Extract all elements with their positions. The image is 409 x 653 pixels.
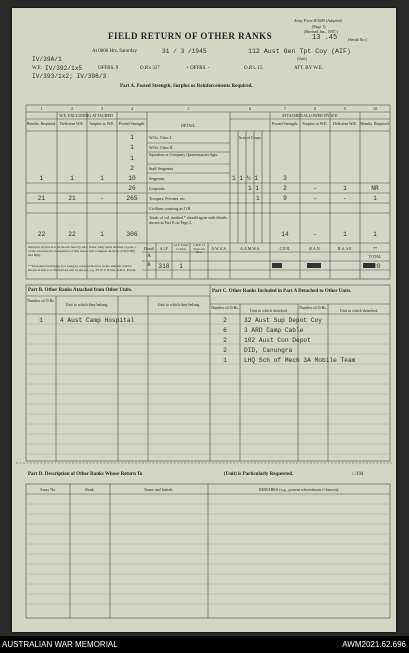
row-detail-wo2: W.Os. Class II.: [149, 145, 174, 150]
hdr-deficient: Deficient W.E.: [60, 121, 84, 126]
part-d-title-2: (Unit) is Particularly Requested.: [224, 472, 294, 477]
officers-attached: + OFFRS. -: [186, 66, 210, 71]
part-c-row5-unit: LHQ Sch of Mech 3A Mobile Team: [244, 357, 356, 364]
return-date: 31 / 3 /1945: [162, 48, 207, 55]
analysis-hdr-raaf: R.A.A.F.: [337, 246, 353, 251]
part-c-col-number: Number of O.Rs.: [211, 305, 239, 310]
archive-reference: AWM2021.62.696: [342, 640, 406, 649]
row-detail-cqms: Squadron or Company Quartermaster Sgts.: [149, 152, 218, 157]
analysis-hdr-total: TOTAL: [368, 254, 382, 259]
analysis-hdr-civil: CIVIL: [279, 246, 291, 251]
cell-total-att-surplus: -: [313, 231, 317, 238]
officers-count: OFFRS. 9: [98, 66, 119, 71]
hdr-reinfts-required: Reinfts. Required.: [26, 121, 57, 126]
hdr-detail: DETAIL.: [180, 123, 197, 128]
analysis-hdr-aif: A.I.F.: [159, 246, 169, 251]
cell-sgt-reinfts: 1: [39, 175, 44, 182]
hdr-surplus: Surplus to W.E.: [89, 121, 115, 126]
analysis-hdr-awas: A.W.A.S.: [211, 246, 227, 251]
part-c-col-unit: Unit to which detached.: [249, 308, 289, 313]
part-c-row2-number: 6: [223, 327, 227, 334]
serial-value: 13 .45: [312, 34, 338, 42]
row-detail-pte: Troopers, Privates, etc.: [149, 196, 186, 201]
unit-label: (Unit): [297, 56, 307, 61]
hdr-arm-of-corps: Arm of Corps.: [238, 135, 262, 140]
cell-pte-surplus: -: [100, 195, 104, 202]
cell-pte-arm: 1: [256, 195, 260, 202]
cell-cpl-posted: 26: [128, 185, 136, 192]
row-detail-civ: Civilians counting as O.R.: [149, 206, 192, 211]
archive-footer: [0, 636, 409, 653]
col-num-4: 4: [131, 106, 133, 111]
part-c-row4-unit: DID, Canungra: [244, 347, 293, 354]
part-d-col-name: Name and Initials.: [144, 487, 174, 492]
archive-name: AUSTRALIAN WAR MEMORIAL: [2, 640, 118, 649]
part-c-row1-number: 2: [223, 317, 227, 324]
cell-pte-posted: 265: [126, 195, 138, 202]
part-a-title: Part A. Posted Strength, Surplus or Reinforcements Required.: [120, 84, 253, 89]
we-line-1: IV/39A/1: [32, 56, 62, 63]
part-c-row3-unit: 102 Aust Con Depot: [244, 337, 311, 344]
analysis-hdr-ran: R.A.N.: [309, 246, 321, 251]
part-b-title: Part B. Other Ranks Attached from Other Units.: [28, 288, 133, 293]
revised-note: (Revised Jan., 1937.): [304, 29, 338, 34]
row-detail-totals: Totals of col. marked * should agree with details shown in Part E on Page 2.: [149, 215, 227, 225]
row-detail-cpls: Corporals: [149, 186, 165, 191]
cell-ssgt-posted: 2: [130, 165, 134, 172]
we-line-2: IV/392/1x5: [45, 65, 83, 72]
part-c-row5-number: 1: [223, 357, 227, 364]
cell-pte-att-reinfts: 1: [373, 195, 377, 202]
part-d-col-rank: Rank.: [85, 487, 95, 492]
cell-total-posted: 306: [126, 231, 138, 238]
cell-cpl-att-posted: 2: [283, 185, 287, 192]
analysis-total: 320: [369, 263, 381, 270]
cell-pte-att-deficient: -: [343, 195, 347, 202]
col-num-6: 6: [249, 106, 251, 111]
analysis-hdr-other: **: [373, 246, 377, 251]
cell-cpl-att-surplus: -: [313, 185, 317, 192]
or-count-a: O.R's 327: [140, 66, 160, 71]
hdr-att-posted: Posted Strength.: [271, 121, 299, 126]
cell-sgt-att-posted: 3: [283, 175, 287, 182]
cell-sgt-surplus: 1: [100, 175, 104, 182]
row-detail-sgts: Sergeants: [149, 176, 165, 181]
cell-wo1-posted: 1: [130, 134, 134, 141]
cell-pte-att-surplus: -: [313, 195, 317, 202]
col-num-1: 1: [40, 106, 43, 111]
part-d-date-slot: / /194: [352, 472, 364, 477]
analysis-hdr-detail: Detail: [144, 246, 154, 251]
cell-total-deficient: 22: [68, 231, 76, 238]
col-num-8: 8: [314, 106, 316, 111]
part-c-row3-number: 2: [223, 337, 227, 344]
analysis-hdr-aif-under: A.I.F. Under 12 Years: [173, 243, 189, 251]
cell-total-att-reinfts: 1: [373, 231, 377, 238]
cell-wo2-posted: 1: [130, 144, 134, 151]
part-c-title: Part C. Other Ranks Included in Part A Detached to Other Units.: [212, 289, 352, 294]
or-count-b: O.R's. 15: [244, 66, 263, 71]
analysis-row-a-label: A: [147, 254, 151, 259]
col-num-5: 5: [187, 106, 190, 111]
analysis-note: Analysis of Part A to be shown here by ALL Units. Only units entitled to para. 1 of the structure for completion of this return will complete analysis of Part B(i) and B(ii).: [28, 245, 137, 258]
we-group-header: W.E. EXCLUDING ATTACHED.: [59, 113, 114, 118]
cell-cpl-att-deficient: 1: [343, 185, 347, 192]
part-c-col-number-2: Number of O.Rs.: [299, 305, 327, 310]
analysis-row-b-aif: 318: [158, 263, 170, 270]
cell-total-reinfts: 22: [37, 231, 46, 238]
analysis-row-b-aif-under: 1: [179, 263, 183, 270]
col-num-9: 9: [344, 106, 346, 111]
analysis-hdr-aamws: A.A.M.W.S.: [240, 246, 260, 251]
analysis-hdr-cmf: C.M.F. 12 Years and Over: [192, 243, 206, 254]
attached-by-we: ATT. BY W.E.: [294, 66, 324, 71]
cell-cpl-arm: 1 1: [248, 185, 260, 192]
cell-total-att-posted: 14: [281, 231, 289, 238]
hdr-att-deficient: Deficient W.E.: [333, 121, 357, 126]
cell-sgt-deficient: 1: [70, 175, 74, 182]
row-detail-wo1: W.Os. Class I.: [149, 135, 172, 140]
cell-cqms-posted: 1: [130, 155, 134, 162]
cell-pte-reinfts: 21: [37, 195, 46, 202]
part-d-title: Part D. Description of Other Ranks Whose Return To: [28, 472, 143, 477]
hdr-att-reinfts: Reinfts. Required.: [360, 121, 390, 126]
part-d-col-army-no: Army No.: [39, 487, 57, 492]
analysis-note-2: ** Personnel belonging to a category not provided for in the analysis will be shown in this Col. Particulars will be shown, e.g. 2S W.V. Power in R.S. Power.: [28, 264, 137, 273]
hdr-posted-strength: Posted Strength.: [118, 121, 146, 126]
part-b-row-unit: 4 Aust Camp Hospital: [60, 317, 135, 324]
cell-total-surplus: 1: [100, 231, 104, 238]
unit-name: 112 Aust Gen Tpt Coy (AIF): [248, 48, 351, 55]
col-num-10: 10: [373, 106, 377, 111]
we-line-3: IV/393/1x2; IV/398/3: [32, 73, 107, 80]
col-num-3: 3: [101, 106, 103, 111]
part-d-col-remarks: REMARKS (e.g., present whereabouts if known).: [259, 487, 339, 492]
cell-pte-att-posted: 9: [283, 195, 287, 202]
analysis-row-b-label: B: [147, 263, 151, 268]
part-c-col-unit-2: Unit to which detached.: [339, 308, 379, 313]
col-num-2: 2: [71, 106, 73, 111]
we-prefix: W.E.: [32, 66, 42, 71]
cell-sgt-arm: 1 1 ½ 1: [232, 175, 258, 182]
part-c-row1-unit: 32 Aust Sup Depot Coy: [244, 317, 322, 324]
col-num-7: 7: [284, 106, 286, 111]
part-b-row-number: 1: [39, 317, 43, 324]
part-b-col-number: Number of O.Rs.: [27, 298, 55, 303]
cell-pte-deficient: 21: [68, 195, 76, 202]
cell-total-att-deficient: 1: [343, 231, 347, 238]
at-hours: At 0600 Hrs. Saturday: [92, 49, 137, 54]
hdr-att-surplus: Surplus to W.E.: [302, 121, 328, 126]
cell-cpl-att-reinfts: NR: [371, 185, 379, 192]
part-c-row4-number: 2: [223, 347, 227, 354]
page-number: (Page 1): [312, 24, 326, 29]
row-detail-ssgts: Staff Sergeants: [149, 166, 174, 171]
serial-label: (Serial No.): [348, 37, 367, 42]
part-b-col-unit-to: Unit to which they belong.: [157, 302, 201, 307]
form-title: FIELD RETURN OF OTHER RANKS: [108, 31, 273, 41]
attached-group-header: ATTACHED ALLOWED BY W.E.: [281, 113, 339, 118]
form-number: Army Form W3009 (Adapted): [294, 18, 342, 23]
form-sheet: [12, 8, 396, 632]
part-b-col-unit-from: Unit to which they belong.: [65, 302, 109, 307]
part-c-row2-unit: 3 ARD Camp Cable: [244, 327, 304, 334]
cell-sgt-posted: 10: [128, 175, 136, 182]
